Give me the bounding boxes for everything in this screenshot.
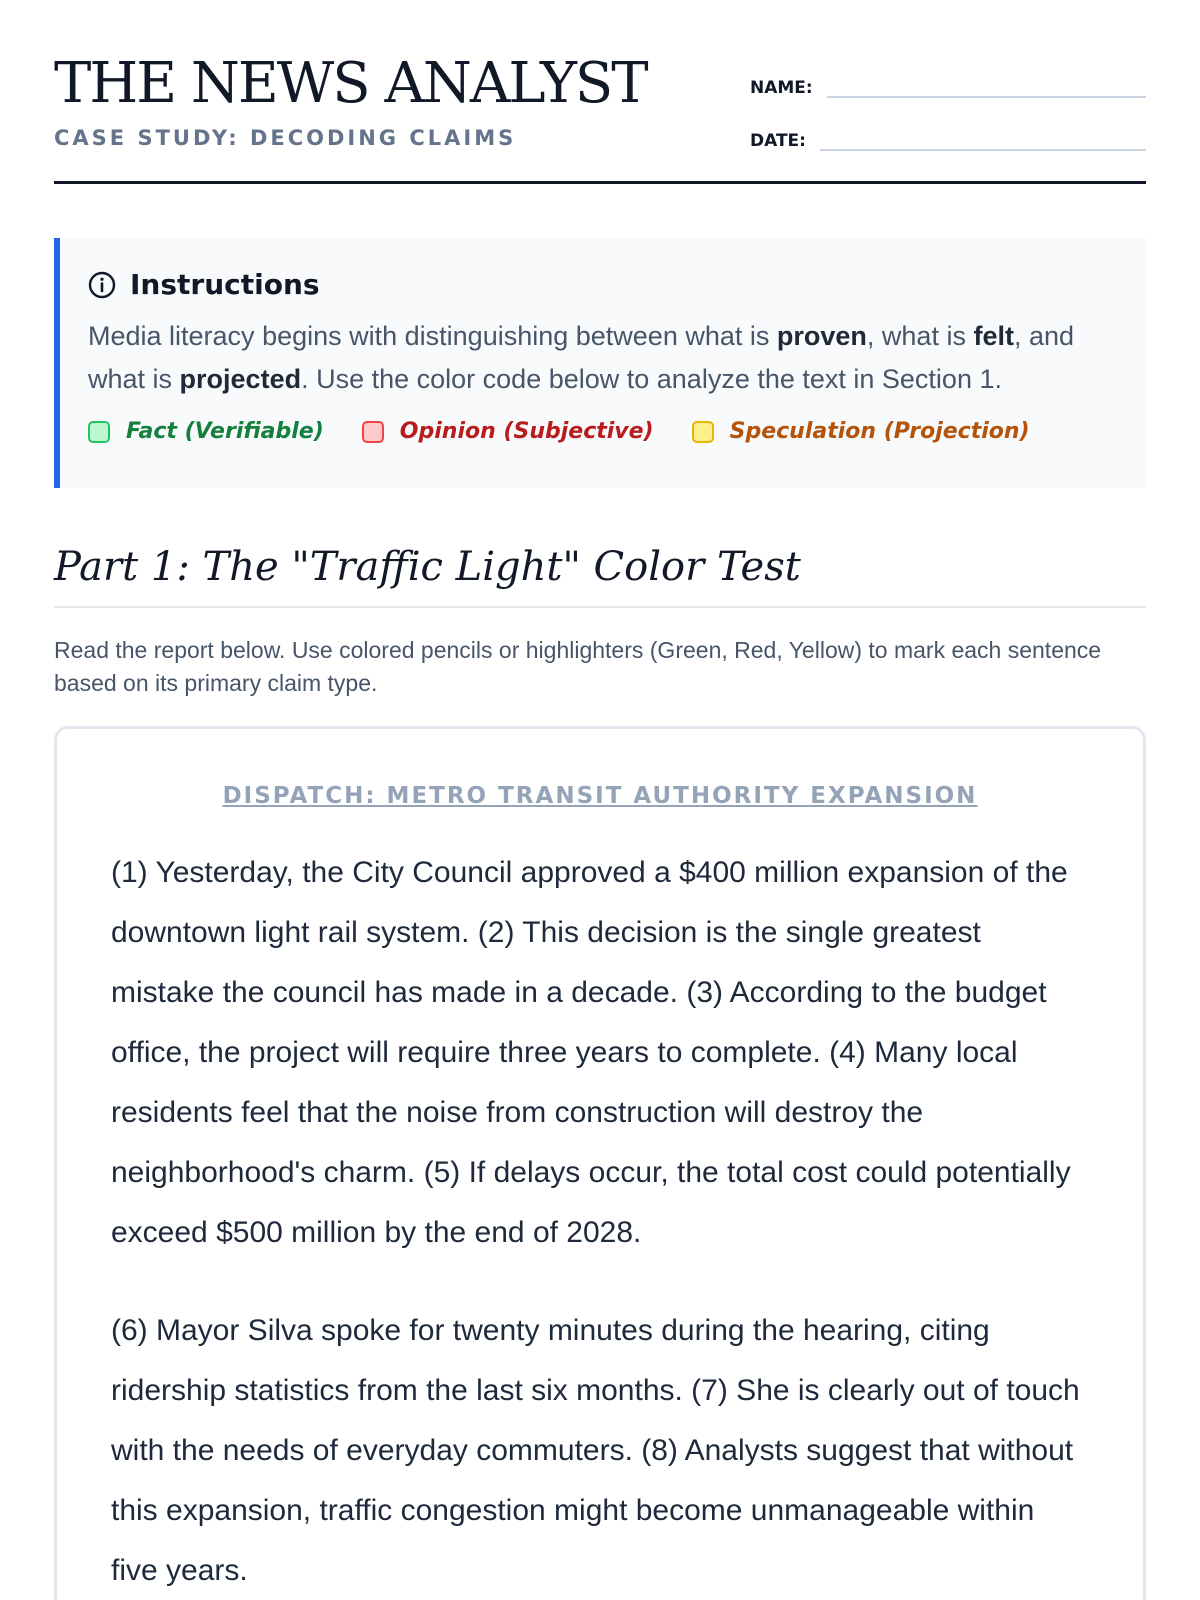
dispatch-article — [54, 726, 1146, 1600]
fact-swatch — [88, 421, 110, 443]
page-subtitle: CASE STUDY: DECODING CLAIMS — [54, 126, 517, 150]
name-field[interactable] — [827, 70, 1146, 98]
article-paragraph-1[interactable]: (1) Yesterday, the City Council approved a $400 million expansion of the downtown light rail system. (2) This decision is the single greatest mistake the council has made in a decade. (3) According to the budget office, the project will require three years to complete. (4) Many local residents feel that the noise from construction will destroy the neighborhood's charm. (5) If delays occur, the total cost could potentially exceed $500 million by the end of 2028. — [111, 856, 1071, 1249]
keyword-felt: felt — [973, 321, 1014, 351]
instructions-text-part: . Use the color code below to analyze the text in Section 1. — [301, 364, 1002, 394]
part1-intro: Read the report below. Use colored pencils or highlighters (Green, Red, Yellow) to mark each sentence based on its primary claim type. — [54, 637, 1102, 696]
color-legend — [88, 419, 1116, 444]
opinion-swatch — [362, 421, 384, 443]
date-field[interactable] — [820, 123, 1146, 151]
legend-label-speculation: Speculation (Projection) — [729, 419, 1030, 444]
legend-item-opinion — [362, 419, 654, 444]
instructions-text — [88, 315, 1116, 401]
info-icon — [88, 271, 116, 299]
speculation-swatch — [692, 421, 714, 443]
instructions-box — [54, 238, 1146, 488]
instructions-text-part: Media literacy begins with distinguishing between what is — [88, 321, 777, 351]
dispatch-title: DISPATCH: METRO TRANSIT AUTHORITY EXPANSION — [222, 783, 978, 809]
legend-label-opinion: Opinion (Subjective) — [399, 419, 654, 444]
date-field-row — [750, 123, 1146, 151]
legend-item-speculation — [692, 419, 1030, 444]
legend-item-fact — [88, 419, 324, 444]
article-paragraph-2[interactable]: (6) Mayor Silva spoke for twenty minutes during the hearing, citing ridership statistics from the last six months. (7) She is clearly out of touch with the needs of everyday commuters. (8) Analysts suggest that without this expansion, traffic congestion might become unmanageable within five years. — [111, 1314, 1080, 1587]
instructions-text-part: , what is — [866, 321, 974, 351]
legend-label-fact: Fact (Verifiable) — [126, 419, 324, 444]
worksheet-header — [54, 0, 1146, 184]
keyword-proven: proven — [776, 321, 867, 351]
page-title: THE NEWS ANALYST — [54, 51, 647, 116]
instructions-title: Instructions — [130, 268, 320, 301]
date-label: DATE: — [750, 131, 806, 151]
part1-heading: Part 1: The "Traffic Light" Color Test — [54, 544, 1146, 608]
keyword-projected: projected — [179, 364, 302, 394]
name-label: NAME: — [750, 78, 813, 98]
instructions-text-part: , and what is — [88, 321, 1075, 394]
name-field-row — [750, 70, 1146, 98]
instructions-heading — [88, 268, 1116, 301]
